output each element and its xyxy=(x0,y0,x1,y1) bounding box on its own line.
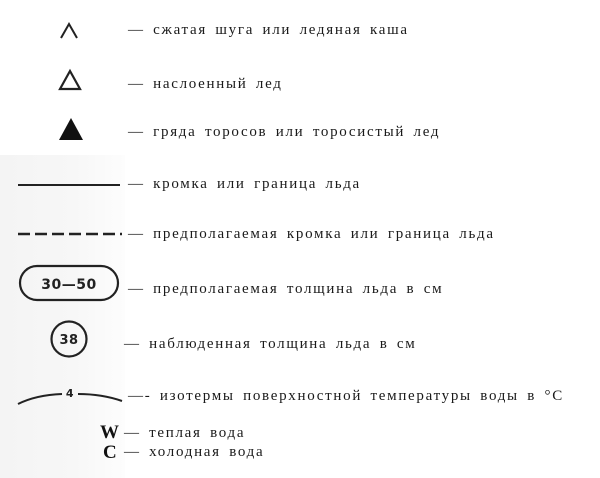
legend-label: — гряда торосов или торосистый лед xyxy=(128,124,441,140)
dashed-line-icon xyxy=(18,229,124,239)
solid-line-icon xyxy=(18,180,122,190)
legend-item-isotherms xyxy=(0,383,600,413)
badge-text: 30—50 xyxy=(41,277,97,293)
legend-label: — предполагаемая толщина льда в см xyxy=(128,281,444,297)
triangle-outline-icon xyxy=(57,68,83,92)
legend-label: — предполагаемая кромка или граница льда xyxy=(128,226,495,242)
legend-label: — теплая вода xyxy=(124,425,246,441)
rounded-rect-badge xyxy=(18,264,122,304)
chevron-up-icon xyxy=(58,21,80,41)
badge-text: 38 xyxy=(59,333,79,348)
legend-item-cold-water xyxy=(0,442,600,464)
letter-c: C xyxy=(103,442,117,463)
legend-item-observed-thickness xyxy=(0,318,600,362)
legend-item-presumed-thickness xyxy=(0,262,600,306)
letter-w: W xyxy=(100,422,119,443)
legend-label: — кромка или граница льда xyxy=(128,176,361,192)
isotherm-curve-icon xyxy=(16,383,124,411)
legend-label: —- изотермы поверхностной температуры воды в °С xyxy=(128,388,564,404)
badge-text: 4 xyxy=(65,387,75,400)
triangle-filled-icon xyxy=(57,116,85,142)
legend-item-presumed-ice-edge xyxy=(0,222,600,250)
legend-item-rafted-ice xyxy=(0,66,600,100)
legend-item-slush xyxy=(0,18,600,48)
legend-item-ice-edge xyxy=(0,172,600,200)
legend-label: — наслоенный лед xyxy=(128,76,283,92)
legend-label: — холодная вода xyxy=(124,444,265,460)
legend-item-ridged-ice xyxy=(0,114,600,148)
circle-badge xyxy=(49,319,89,359)
legend-label: — сжатая шуга или ледяная каша xyxy=(128,22,409,38)
legend-item-warm-water xyxy=(0,422,600,444)
legend-label: — наблюденная толщина льда в см xyxy=(124,336,417,352)
